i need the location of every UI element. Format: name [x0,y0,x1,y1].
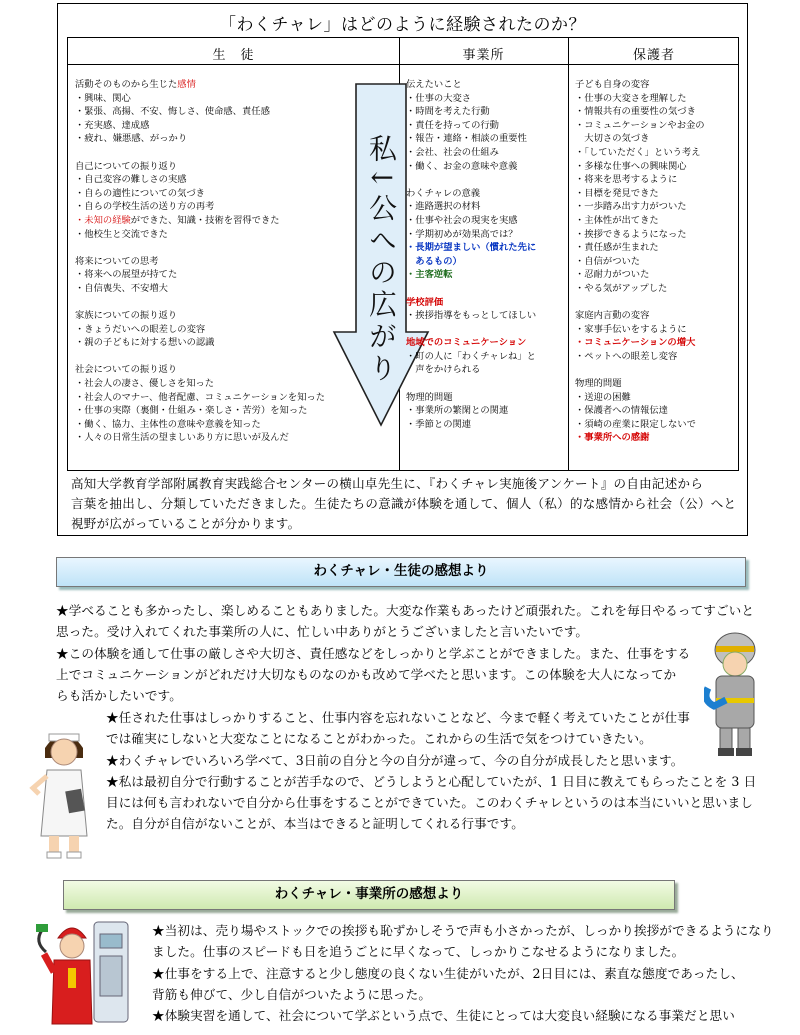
list-item: ・家事手伝いをするように [575,323,687,335]
list-item: ・季節との関連 [406,418,472,430]
survey-summary-frame [57,3,748,536]
list-item: ・自らの学校生活の送り方の再考 [75,201,215,213]
list-item: ・責任感が生まれた [575,242,659,254]
students-column [75,78,325,445]
feedback-line: らも活かしたいです。 [56,688,182,704]
list-item: ・人々の日常生活の望ましいあり方に思いが及んだ [75,432,289,444]
nurse-illustration [29,724,99,859]
list-item: ・会社、社会の仕組み [406,146,499,158]
section-heading: 社会についての振り返り [75,364,178,376]
list-item: ・保護者への情報伝達 [575,405,668,417]
feedback-line: ★仕事をする上で、注意すると少し態度の良くない生徒がいたが、2日目には、素直な態度であったし、 [152,965,744,981]
business-column-header: 事業所 [462,48,505,63]
item-emphasis: ・未知の経験 [75,214,131,226]
section-heading: わくチャレの意義 [406,187,481,199]
list-item: ・多様な仕事への興味関心 [575,160,687,172]
business-feedback-banner: わくチャレ・事業所の感想より [63,880,675,910]
feedback-line: では確実にしないと大変なことになることがわかった。これからの生活で気をつけていきたい。 [106,731,652,747]
list-item: ・将来への展望が持てた [75,269,178,281]
arrow-label: 私↓公への広がり [365,134,398,386]
feedback-line: ★わくチャレでいろいろ学べて、3日前の自分と今の自分が違って、今の自分が成長したと思います。 [106,752,684,768]
section-heading: 学校評価 [406,296,444,308]
list-item: 声をかけられる [406,364,481,376]
list-item: ・仕事の大変さ [406,92,472,104]
list-item-emphasis: ・主客逆転 [406,269,453,281]
gas-station-attendant-illustration [32,912,132,1032]
business-section-message [406,78,536,173]
list-item: ・町の人に「わくチャレね」と [406,350,536,362]
list-item: ・学期初めが効果高では？ [406,228,518,240]
list-item: ・挨拶指導をもっとしてほしい [406,310,537,322]
business-section-community [406,336,536,377]
list-item: ・充実感、達成感 [75,119,150,131]
list-item: ・進路選択の材料 [406,201,481,213]
list-item: ・情報共有の重要性の気づき [575,106,696,118]
students-column-header: 生 徒 [212,48,255,63]
section-heading: 伝えたいこと [406,79,462,90]
list-item: ・他校生と交流できた [75,228,168,240]
list-item: ・社会人のマナー、他者配慮、コミュニケーションを知った [75,391,326,403]
summary-line: 言葉を抽出し、分類していただきました。生徒たちの意識が体験を通して、個人（私）的な感情から社会（公）へと [71,496,737,511]
list-item: ・報告・連絡・相談の重要性 [406,133,527,145]
feedback-line: ★私は最初自分で行動することが苦手なので、どうしようと心配していたが、1 日目に教えてもらったことを 3 日 [106,773,757,789]
list-item: ・自らの適性についての気づき [75,187,205,199]
feedback-line: 目には何も言われないで自分から仕事をすることができていた。このわくチャレというのは本当にいいと思いまし [106,795,754,811]
business-feedback-block [152,920,774,1026]
summary-line: 高知大学教育学部附属教育実践総合センターの横山卓先生に、『わくチャレ実施後アンケート』の自由記述から [71,476,704,491]
list-item-emphasis: ・コミュニケーションの増大 [575,337,696,349]
guardians-section-child-change [575,78,705,296]
list-item-emphasis: ・長期が望ましい（慣れた先に [406,242,537,254]
list-item: ・働く、協力、主体性の意味や意義を知った [75,418,261,430]
summary-line: 視野が広がっていることが分かります。 [71,516,301,531]
list-item: ・目標を発見できた [575,187,659,199]
list-item: ・主体性が出てきた [575,214,659,226]
page-title: 「わくチャレ」はどのように経験されたのか？ [219,15,586,35]
list-item: ・やる気がアップした [575,282,668,294]
list-item: ・忍耐力がついた [575,269,650,281]
students-section-society [75,363,325,445]
feedback-line: ★任された仕事はしっかりすること、仕事内容を忘れないことなど、今まで軽く考えていたことが仕事 [106,710,690,725]
list-item: ・自己変容の難しさの実感 [75,174,187,186]
list-item: ・将来を思考するように [575,174,678,186]
students-section-future [75,255,325,296]
list-item: ・責任を持っての行動 [406,119,499,131]
students-section-self [75,160,325,242]
students-feedback-block-2 [106,707,757,835]
business-column [406,78,536,431]
column-divider [568,38,569,470]
heading-text: 活動そのものから生じた [75,79,178,90]
feedback-line: た。自分が自信がないことが、本当はできると証明してくれる行事です。 [106,816,524,832]
list-item: ・きょうだいへの眼差しの変容 [75,323,206,335]
guardians-section-physical [575,377,705,445]
survey-table [67,37,739,471]
list-item-emphasis: あるもの） [406,255,462,267]
feedback-line: ました。仕事のスピードも日を追うごとに早くなって、しっかりこなせるようになりました。 [152,944,685,960]
feedback-line: ★当初は、売り場やストックでの挨拶も恥ずかしそうで声も小さかったが、しっかり挨拶ができるようになり [152,923,774,938]
guardians-column-header: 保護者 [632,48,675,63]
list-item [75,214,325,228]
summary-paragraph [71,474,741,534]
students-section-emotions [75,78,325,146]
section-heading: 自己についての振り返り [75,160,178,172]
business-section-significance [406,187,536,282]
list-item: ・「していただく」という考え [575,146,701,158]
list-item: ・緊張、高揚、不安、悔しさ、使命感、責任感 [75,106,270,118]
list-item: ・ペットへの眼差し変容 [575,350,678,362]
list-item: ・挨拶できるようになった [575,228,687,240]
list-item: ・送迎の困難 [575,391,631,403]
section-heading: 子ども自身の変容 [575,79,650,90]
list-item: ・社会人の凄さ、優しさを知った [75,378,215,390]
feedback-line: ★体験実習を通して、社会について学ぶという点で、生徒にとっては大変良い経験になる事業だと思い [152,1008,735,1024]
list-item: ・自信がついた [575,255,641,267]
students-feedback-block-1 [56,600,755,706]
list-item: ・仕事の大変さを理解した [575,92,687,104]
section-heading: 家庭内言動の変容 [575,310,650,322]
section-heading: 地域でのコミュニケーション [406,337,527,349]
list-item: ・自信喪失、不安増大 [75,282,168,294]
section-heading: 物理的問題 [575,378,622,390]
list-item: ・一歩踏み出す力がついた [575,201,687,213]
section-heading: 家族についての振り返り [75,310,178,322]
list-item-emphasis: ・事業所への感謝 [575,432,650,444]
list-item: ・仕事の実際（裏側・仕組み・楽しさ・苦労）を知った [75,405,308,417]
heading-emphasis: 感情 [177,79,196,90]
list-item: ・仕事や社会の現実を実感 [406,214,518,226]
section-heading: 物理的問題 [406,391,453,403]
guardians-column [575,78,705,445]
guardians-section-home [575,309,705,363]
business-section-school-eval [406,296,536,323]
item-text: ができた、知識・技術を習得できた [130,214,280,226]
feedback-line: 上でコミュニケーションがどれだけ大切なものなのかも改めて学べたと思います。この体験を大人になってか [56,666,677,682]
business-section-physical [406,391,536,432]
feedback-line: 背筋も伸びて、少し自信がついたように思った。 [152,986,432,1002]
list-item: ・親の子どもに対する想いの認識 [75,337,215,349]
list-item: ・働く、お金の意味や意義 [406,160,518,172]
feedback-line: 思った。受け入れてくれた事業所の人に、忙しい中ありがとうございましたと言いたいです。 [56,624,589,640]
feedback-line: ★学べることも多かったし、楽しめることもありました。大変な作業もあったけど頑張れた。これを毎日やるってすごいと [56,603,755,618]
feedback-line: ★この体験を通して仕事の厳しさや大切さ、責任感などをしっかりと学ぶことができました。また、仕事をする [56,645,691,661]
list-item: ・コミュニケーションやお金の [575,119,705,131]
list-item: 大切さの気づき [575,133,650,145]
list-item: ・疲れ、嫌悪感、がっかり [75,133,188,145]
list-item: ・時間を考えた行動 [406,106,490,118]
firefighter-illustration [704,628,766,758]
students-feedback-banner: わくチャレ・生徒の感想より [56,557,746,587]
students-section-family [75,309,325,350]
header-divider [68,64,738,65]
list-item: ・事業所の繁閑との関連 [406,405,509,417]
section-heading [75,78,325,92]
list-item: ・興味、関心 [75,92,131,104]
section-heading: 将来についての思考 [75,255,159,267]
list-item: ・須崎の産業に限定しないで [575,418,696,430]
